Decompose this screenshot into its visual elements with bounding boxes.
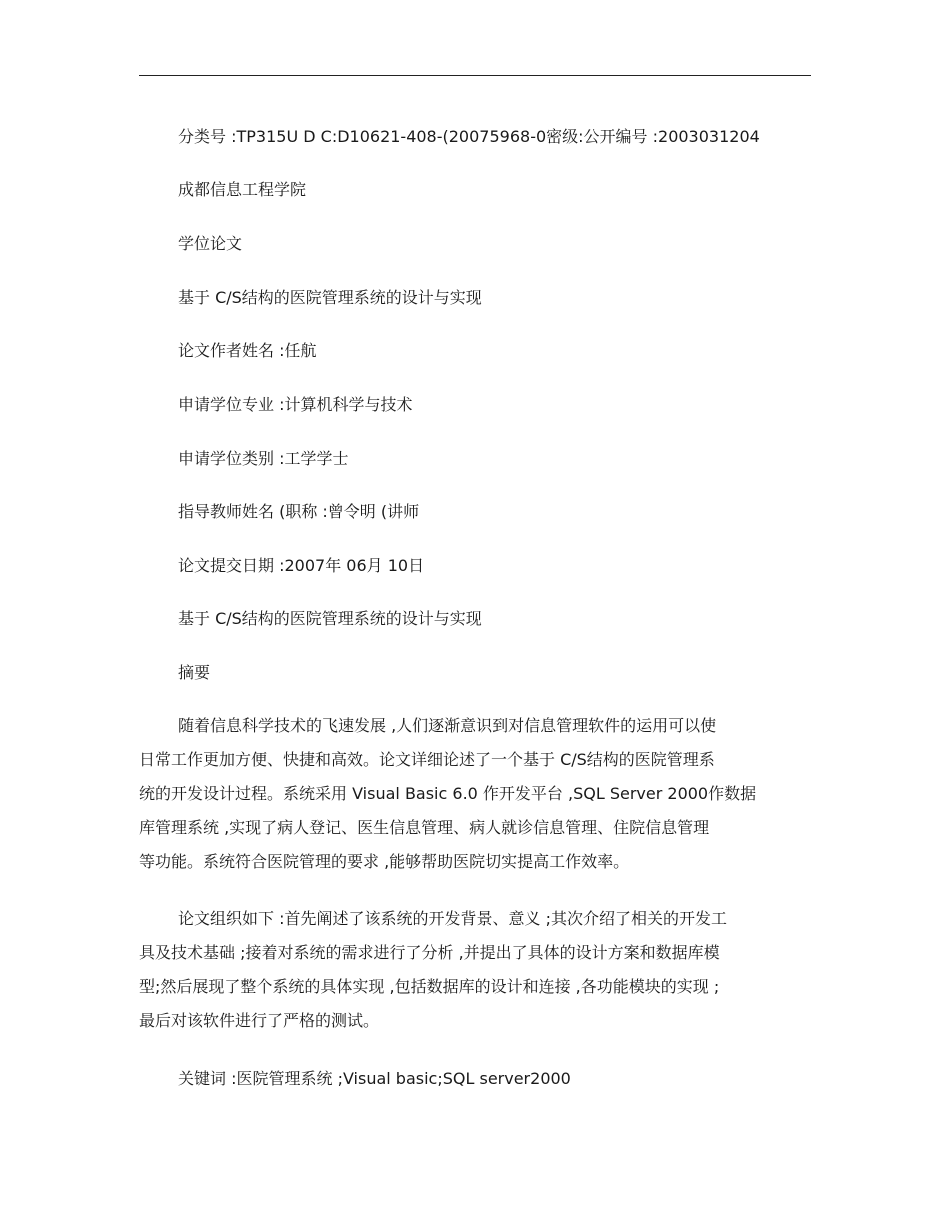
paragraph-line: 等功能。系统符合医院管理的要求 ,能够帮助医院切实提高工作效率。: [139, 852, 630, 871]
classification-line: 分类号 :TP315U D C:D10621-408-(20075968-0密级:公开编号 :2003031204: [178, 127, 760, 146]
degree-type: 学位论文: [178, 234, 243, 253]
degree-category-line: 申请学位类别 :工学学士: [178, 449, 349, 468]
paragraph-line: 统的开发设计过程。系统采用 Visual Basic 6.0 作开发平台 ,SQL Server 2000作数据: [139, 784, 757, 803]
paragraph-line: 随着信息科学技术的飞速发展 ,人们逐渐意识到对信息管理软件的运用可以使: [178, 716, 717, 735]
paragraph-line: 论文组织如下 :首先阐述了该系统的开发背景、意义 ;其次介绍了相关的开发工: [178, 909, 727, 928]
keywords-line: 关键词 :医院管理系统 ;Visual basic;SQL server2000: [178, 1069, 571, 1088]
author-line: 论文作者姓名 :任航: [178, 341, 317, 360]
header-rule: [139, 75, 811, 76]
abstract-paragraph-2: [139, 902, 811, 1038]
paragraph-line: 日常工作更加方便、快捷和高效。论文详细论述了一个基于 C/S结构的医院管理系: [139, 750, 715, 769]
advisor-line: 指导教师姓名 (职称 :曾令明 (讲师: [178, 502, 420, 521]
abstract-title: 基于 C/S结构的医院管理系统的设计与实现: [178, 609, 482, 628]
paragraph-line: 库管理系统 ,实现了病人登记、医生信息管理、病人就诊信息管理、住院信息管理: [139, 818, 710, 837]
abstract-heading: 摘要: [178, 663, 211, 682]
paragraph-line: 型;然后展现了整个系统的具体实现 ,包括数据库的设计和连接 ,各功能模块的实现 ;: [139, 977, 720, 996]
abstract-paragraph-1: [139, 709, 811, 879]
submit-date-line: 论文提交日期 :2007年 06月 10日: [178, 556, 425, 575]
school-name: 成都信息工程学院: [178, 180, 307, 199]
paragraph-line: 具及技术基础 ;接着对系统的需求进行了分析 ,并提出了具体的设计方案和数据库模: [139, 943, 720, 962]
major-line: 申请学位专业 :计算机科学与技术: [178, 395, 413, 414]
thesis-title: 基于 C/S结构的医院管理系统的设计与实现: [178, 288, 482, 307]
paragraph-line: 最后对该软件进行了严格的测试。: [139, 1011, 380, 1030]
